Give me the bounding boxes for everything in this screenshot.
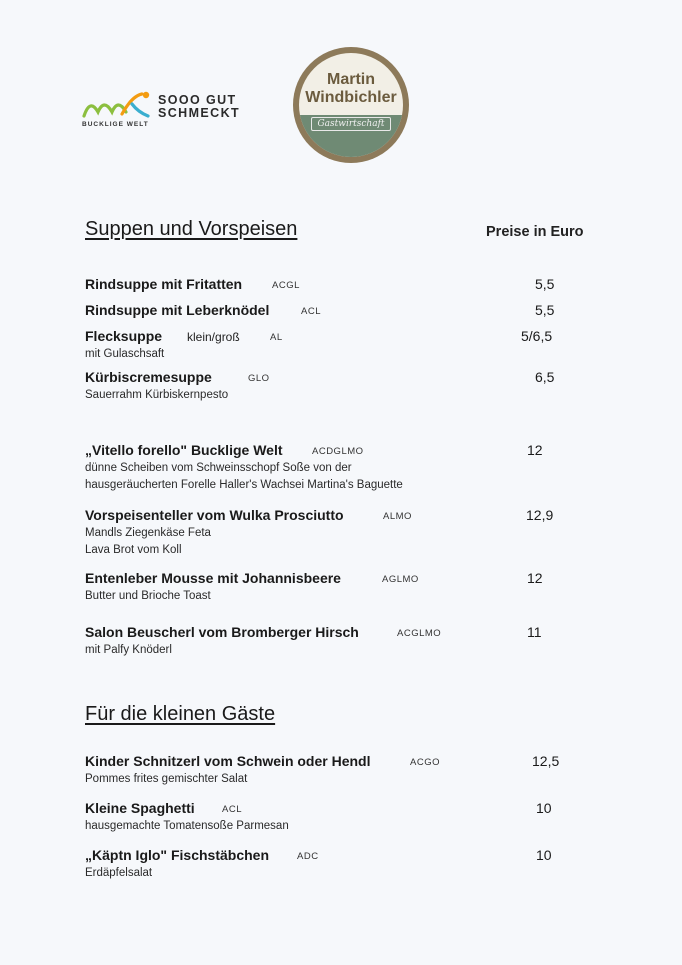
item-name: „Käptn Iglo" Fischstäbchen xyxy=(85,847,269,863)
item-price: 6,5 xyxy=(535,369,555,385)
item-allergens: ACGO xyxy=(410,757,440,768)
menu-item xyxy=(85,276,585,294)
seal-line3-text: Gastwirtschaft xyxy=(311,117,390,131)
menu-item xyxy=(85,507,585,559)
item-allergens: ADC xyxy=(297,851,319,862)
item-desc: Sauerrahm Kürbiskernpesto xyxy=(85,389,229,401)
item-name: Salon Beuscherl vom Bromberger Hirsch xyxy=(85,624,359,640)
item-desc: dünne Scheiben vom Schweinsschopf Soße von der xyxy=(85,462,352,474)
menu-item xyxy=(85,800,585,835)
logo-brand-text xyxy=(158,94,240,120)
item-name: Vorspeisenteller vom Wulka Prosciutto xyxy=(85,507,344,523)
item-name: Flecksuppe xyxy=(85,328,163,344)
item-price: 5/6,5 xyxy=(521,328,553,344)
restaurant-seal xyxy=(293,47,409,163)
item-desc: mit Gulaschsaft xyxy=(85,348,165,360)
item-desc: Erdäpfelsalat xyxy=(85,867,153,879)
item-name: Kürbiscremesuppe xyxy=(85,369,212,385)
item-allergens: AGLMO xyxy=(382,574,419,585)
item-name: Rindsuppe mit Fritatten xyxy=(85,276,243,292)
logo-brand-line1: SOOO GUT xyxy=(158,93,237,107)
item-name: Entenleber Mousse mit Johannisbeere xyxy=(85,570,341,586)
seal-inner xyxy=(299,53,403,157)
item-allergens: ACGL xyxy=(272,280,300,291)
item-allergens: ACGLMO xyxy=(397,628,442,639)
item-desc: hausgeräucherten Forelle Haller's Wachsei Martina's Baguette xyxy=(85,479,403,491)
menu-item xyxy=(85,847,585,882)
item-name: „Vitello forello" Bucklige Welt xyxy=(85,442,283,458)
item-desc: Mandls Ziegenkäse Feta xyxy=(85,527,211,539)
menu-item xyxy=(85,570,585,605)
item-desc: Lava Brot vom Koll xyxy=(85,544,182,556)
item-size: klein/groß xyxy=(187,330,240,344)
item-price: 12,9 xyxy=(526,507,554,523)
item-price: 10 xyxy=(536,800,552,816)
item-name: Kleine Spaghetti xyxy=(85,800,195,816)
item-allergens: ACL xyxy=(222,804,242,815)
menu-item xyxy=(85,442,585,494)
item-price: 10 xyxy=(536,847,552,863)
item-allergens: ACDGLMO xyxy=(312,446,364,457)
price-header: Preise in Euro xyxy=(486,224,584,240)
item-price: 12 xyxy=(527,442,543,458)
item-name: Kinder Schnitzerl vom Schwein oder Hendl xyxy=(85,753,371,769)
seal-line2: Windbichler xyxy=(305,89,397,106)
item-name: Rindsuppe mit Leberknödel xyxy=(85,302,270,318)
item-desc: mit Palfy Knöderl xyxy=(85,644,172,656)
section-title-suppen: Suppen und Vorspeisen xyxy=(85,218,298,240)
item-price: 11 xyxy=(527,624,542,640)
item-price: 12 xyxy=(527,570,543,586)
logo-brand-line2: SCHMECKT xyxy=(158,106,241,120)
menu-item xyxy=(85,302,585,320)
item-desc: Pommes frites gemischter Salat xyxy=(85,773,248,785)
item-allergens: ALMO xyxy=(383,511,412,522)
section-title-kleine-gaeste: Für die kleinen Gäste xyxy=(85,703,276,725)
menu-item xyxy=(85,624,585,659)
item-price: 5,5 xyxy=(535,302,555,318)
item-price: 12,5 xyxy=(532,753,560,769)
menu-item xyxy=(85,753,585,788)
menu-item xyxy=(85,328,585,363)
item-allergens: ACL xyxy=(301,306,321,317)
logo-sooo-gut-schmeckt xyxy=(82,88,252,136)
item-desc: hausgemachte Tomatensoße Parmesan xyxy=(85,820,289,832)
logo-swoosh-icon xyxy=(82,90,154,120)
logo-region-text: BUCKLIGE WELT xyxy=(82,121,149,128)
menu-item xyxy=(85,369,585,404)
item-allergens: AL xyxy=(270,332,283,343)
item-desc: Butter und Brioche Toast xyxy=(85,590,211,602)
seal-line3 xyxy=(299,119,403,129)
item-price: 5,5 xyxy=(535,276,555,292)
seal-line1: Martin xyxy=(327,71,375,88)
item-allergens: GLO xyxy=(248,373,270,384)
